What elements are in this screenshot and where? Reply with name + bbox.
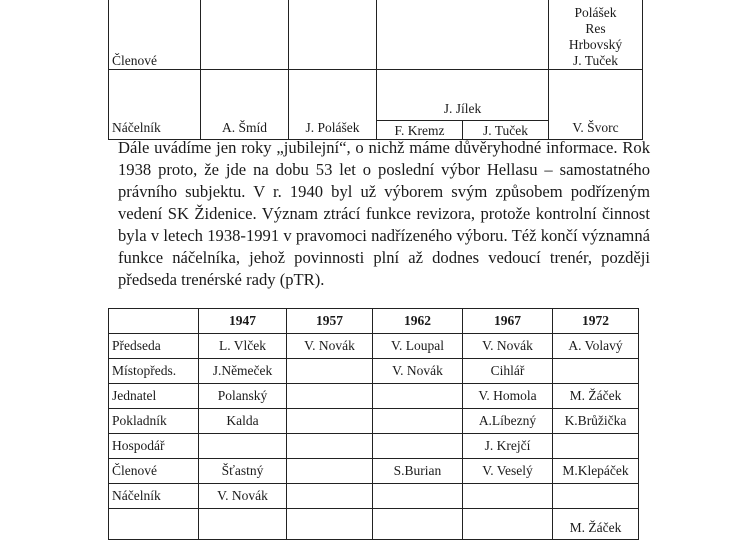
table-cell: J. Krejčí [463, 434, 553, 459]
table-header-row [109, 309, 639, 334]
table-cell [373, 384, 463, 409]
table-row [109, 459, 639, 484]
table-cell [463, 484, 553, 509]
table-cell [287, 409, 373, 434]
table-row-chief [109, 70, 643, 121]
body-paragraph: Dále uvádíme jen roky „jubilejní“, o nichž máme důvěryhodné informace. Rok 1938 proto, že jde na dobu 53 let o poslední výbor Hellasu – samostatného právního subjektu. V r. 1940 byl už výborem svým způsobem podřízeným vedení SK Židenice. Význam ztrácí funkce revizora, protože kontrolní činnost byla v letech 1938-1991 v pravomoci nadřízeného výboru. Též končí významná funkce náčelníka, jehož povinnosti plní až dodnes vedoucí trenér, později předseda trenérské rady (pTR). [118, 138, 650, 289]
table-cell: J. Tuček [463, 121, 549, 140]
year-header: 1957 [287, 309, 373, 334]
table-cell [287, 359, 373, 384]
row-label: Místopředs. [109, 359, 199, 384]
table-cell: V. Novák [199, 484, 287, 509]
table-cell [287, 484, 373, 509]
table-cell: J.Němeček [199, 359, 287, 384]
row-label-members: Členové [109, 0, 201, 70]
table-cell: Polanský [199, 384, 287, 409]
table-cell: Cihlář [463, 359, 553, 384]
member-name: J. Tuček [572, 53, 618, 68]
table-cell: M.Klepáček [553, 459, 639, 484]
table-cell: M. Žáček [553, 384, 639, 409]
member-name: Polášek [574, 5, 617, 20]
table-cell: V. Novák [463, 334, 553, 359]
table-cell: V. Veselý [463, 459, 553, 484]
year-header: 1972 [553, 309, 639, 334]
table-row-partial [109, 509, 639, 540]
table-row [109, 359, 639, 384]
table-cell [553, 484, 639, 509]
table-row [109, 434, 639, 459]
year-header: 1967 [463, 309, 553, 334]
members-1937-cell [549, 0, 643, 70]
chief-span-cell: J. Jílek [377, 70, 549, 121]
table-cell: V. Novák [287, 334, 373, 359]
table-cell [373, 409, 463, 434]
table-cell: F. Kremz [377, 121, 463, 140]
row-label: Jednatel [109, 384, 199, 409]
table-cell: S.Burian [373, 459, 463, 484]
table-cell [373, 434, 463, 459]
table-row [109, 384, 639, 409]
table-cell [373, 484, 463, 509]
officials-table-continued [108, 0, 643, 140]
table-cell: A. Šmíd [201, 70, 289, 140]
table-row [109, 409, 639, 434]
table-cell: Kalda [199, 409, 287, 434]
row-label: Pokladník [109, 409, 199, 434]
committee-table [108, 308, 639, 540]
table-cell [287, 384, 373, 409]
table-row [109, 334, 639, 359]
member-name: Res [585, 21, 606, 36]
row-label: Náčelník [109, 484, 199, 509]
table-cell [287, 459, 373, 484]
table-cell [553, 434, 639, 459]
year-header: 1947 [199, 309, 287, 334]
row-label-chief: Náčelník [109, 70, 201, 140]
table-cell: V. Švorc [549, 70, 643, 140]
table-cell: M. Žáček [569, 520, 622, 535]
table-cell: A. Volavý [553, 334, 639, 359]
table-cell: V. Homola [463, 384, 553, 409]
table-cell: V. Novák [373, 359, 463, 384]
table-cell [287, 434, 373, 459]
table-cell: J. Polášek [289, 70, 377, 140]
row-label: Předseda [109, 334, 199, 359]
table-cell: L. Vlček [199, 334, 287, 359]
row-label: Členové [109, 459, 199, 484]
table-cell [553, 359, 639, 384]
member-name: Hrbovský [568, 37, 623, 52]
table-cell: A.Líbezný [463, 409, 553, 434]
row-label: Hospodář [109, 434, 199, 459]
table-cell [199, 434, 287, 459]
table-cell: K.Brůžička [553, 409, 639, 434]
table-row [109, 484, 639, 509]
table-cell: Šťastný [199, 459, 287, 484]
table-cell: V. Loupal [373, 334, 463, 359]
table-row-members [109, 0, 643, 70]
year-header: 1962 [373, 309, 463, 334]
